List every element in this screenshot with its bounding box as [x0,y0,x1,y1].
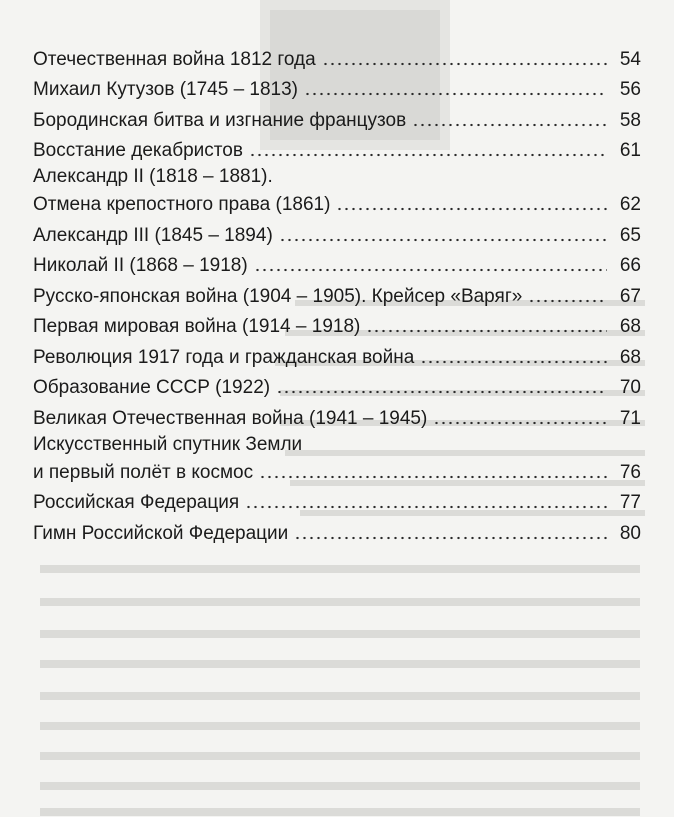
toc-entry-page: 67 [619,285,641,307]
table-of-contents [33,40,641,545]
toc-entry[interactable] [33,162,641,216]
dot-leader [276,389,607,395]
toc-entry-title: Образование СССР (1922) [33,377,271,398]
toc-entry-title: Первая мировая война (1914 – 1918) [33,316,361,337]
dot-leader [433,420,607,426]
toc-entry-title: Отечественная война 1812 года [33,48,316,70]
toc-entry-page: 66 [619,255,641,276]
dot-leader [322,61,607,67]
toc-entry-title: Александр III (1845 – 1894) [33,224,273,246]
toc-entry[interactable] [33,277,641,308]
toc-entry[interactable] [33,247,641,278]
toc-entry-title: Гимн Российской Федерации [33,522,289,544]
dot-leader [245,504,607,510]
toc-entry-page: 71 [619,407,641,429]
dot-leader [336,206,607,212]
dot-leader [420,359,607,365]
toc-entry-title-line1: Искусственный спутник Земли [33,433,303,455]
toc-entry[interactable] [33,484,641,515]
toc-entry-title: Николай II (1868 – 1918) [33,255,248,276]
dot-leader [412,122,607,128]
toc-entry-title: Восстание декабристов [33,140,243,161]
dot-leader [528,298,607,304]
toc-entry[interactable] [33,216,641,247]
toc-entry-title: Михаил Кутузов (1745 – 1813) [33,79,299,100]
dot-leader [249,152,607,158]
dot-leader [304,91,607,97]
toc-entry-page: 76 [619,461,641,483]
toc-entry-page: 68 [619,346,641,368]
toc-entry-title: Отмена крепостного права (1861) [33,194,331,215]
toc-entry-page: 58 [619,109,641,131]
toc-entry-page: 68 [619,316,641,337]
toc-entry[interactable] [33,132,641,163]
dot-leader [279,237,607,243]
toc-entry[interactable] [33,71,641,102]
toc-entry-page: 70 [619,377,641,398]
toc-entry-page: 77 [619,492,641,513]
toc-entry[interactable] [33,369,641,400]
toc-entry-title: Русско-японская война (1904 – 1905). Крейсер «Варяг» [33,285,523,307]
toc-entry-title: Великая Отечественная война (1941 – 1945) [33,407,428,429]
toc-entry[interactable] [33,430,641,484]
toc-entry-title: Революция 1917 года и гражданская война [33,346,415,368]
toc-entry[interactable] [33,399,641,430]
toc-entry-page: 62 [619,194,641,215]
dot-leader [254,267,607,273]
dot-leader [294,535,607,541]
toc-entry[interactable] [33,101,641,132]
toc-entry-page: 56 [619,79,641,100]
toc-entry-page: 80 [619,522,641,544]
toc-entry-title: Российская Федерация [33,492,240,513]
toc-entry-page: 54 [619,48,641,70]
toc-entry-title: и первый полёт в космос [33,461,254,483]
toc-entry-page: 65 [619,224,641,246]
dot-leader [366,328,607,334]
toc-entry-page: 61 [619,140,641,161]
toc-entry-title-line1: Александр II (1818 – 1881). [33,166,273,187]
toc-entry-title: Бородинская битва и изгнание французов [33,109,407,131]
toc-entry[interactable] [33,514,641,545]
toc-entry[interactable] [33,40,641,71]
dot-leader [259,474,607,480]
toc-entry[interactable] [33,308,641,339]
toc-entry[interactable] [33,338,641,369]
